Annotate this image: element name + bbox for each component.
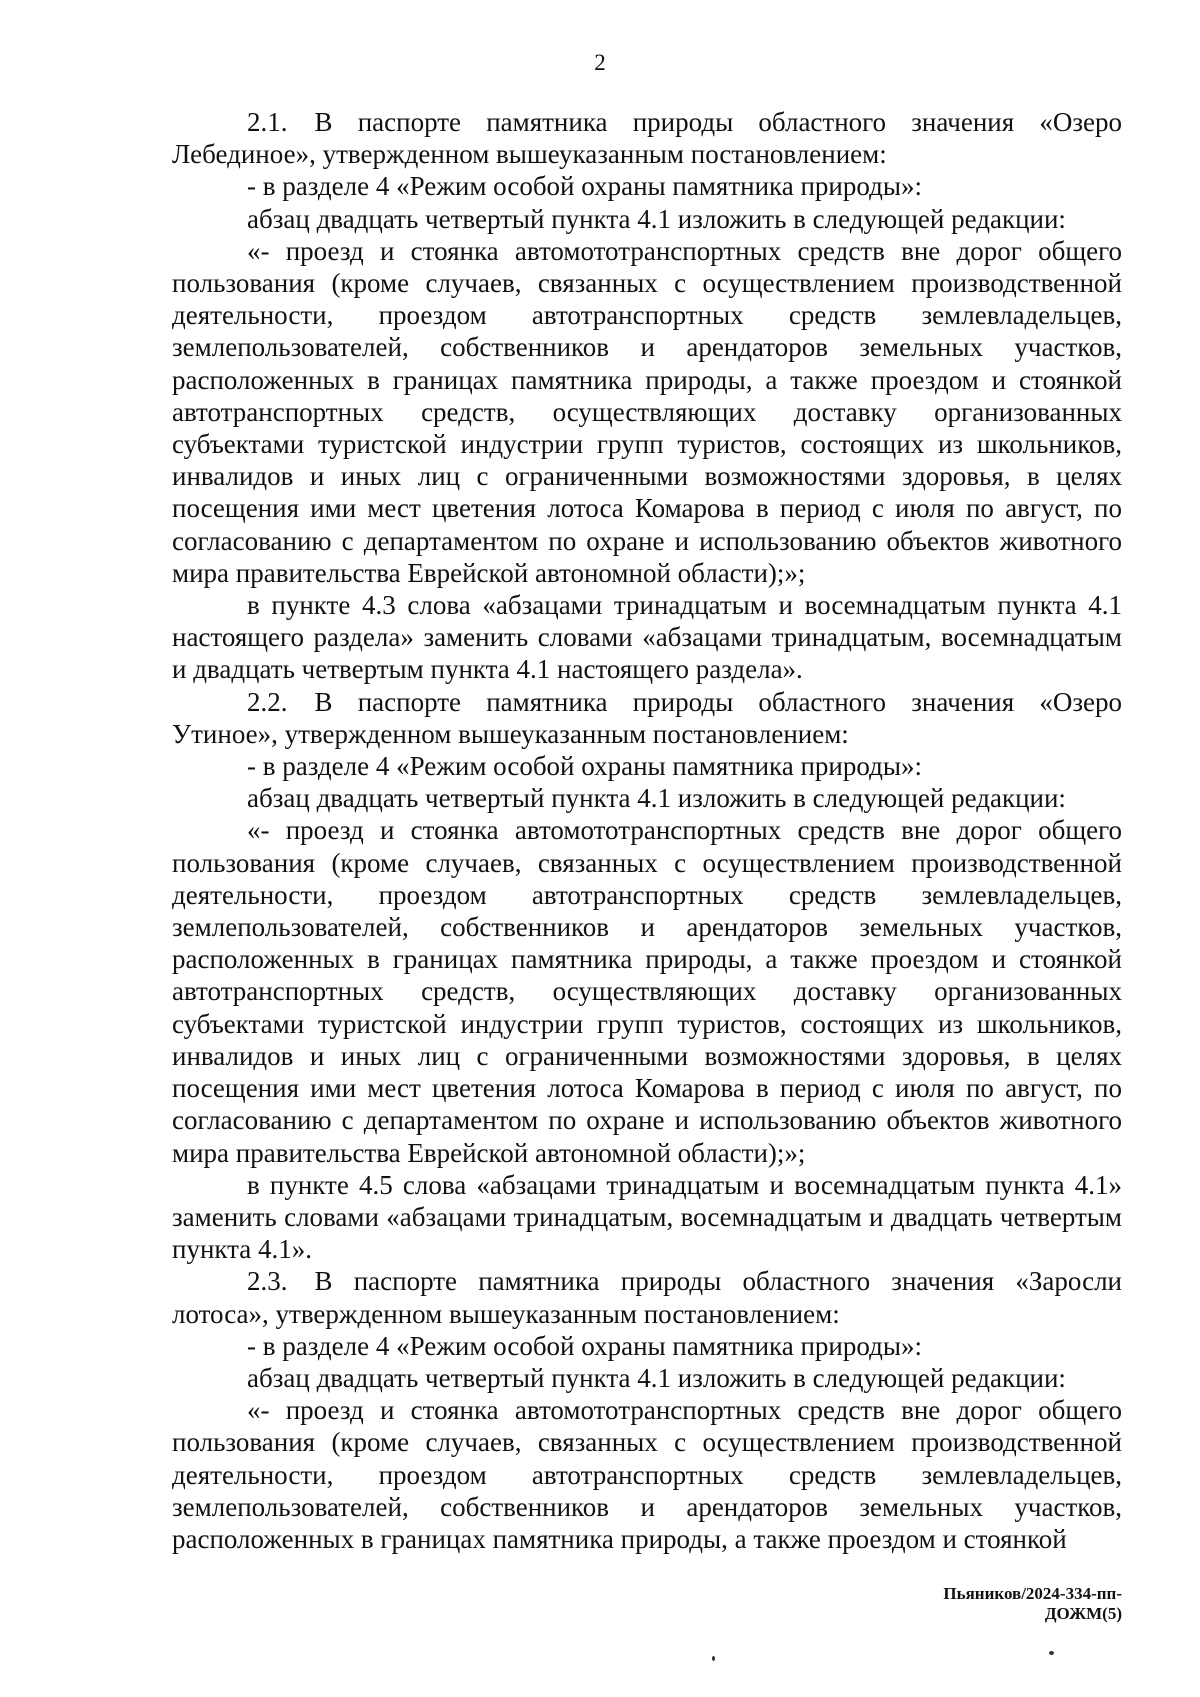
document-code: Пьяников/2024-334-пп-ДОЖМ(5) — [943, 1584, 1122, 1623]
paragraph-2-3-new-text: «- проезд и стоянка автомототранспортных средств вне дорог общего пользования (кроме случаев, связанных с осуществлением производственной деятельности, проездом автотранспортных средств землевладельцев, землепользователей, собственников и арендаторов земельных участков, расположенных в границах памятника природы, а также проездом и стоянкой — [172, 1395, 1122, 1554]
paragraph-2-3-section: - в разделе 4 «Режим особой охраны памятника природы»: — [247, 1330, 922, 1361]
paragraph-2-1-instruction: абзац двадцать четвертый пункта 4.1 изложить в следующей редакции: — [247, 203, 1066, 234]
page-number: 2 — [594, 50, 606, 75]
scan-speck — [712, 1656, 715, 1661]
paragraph-2-1-point-4-3: в пункте 4.3 слова «абзацами тринадцатым и восемнадцатым пункта 4.1 настоящего раздела» заменить словами «абзацами тринадцатым, восемнадцатым и двадцать четвертым пункта 4.1 настоящего раздела». — [172, 590, 1122, 685]
paragraph-2-2-instruction: абзац двадцать четвертый пункта 4.1 изложить в следующей редакции: — [247, 783, 1066, 814]
paragraph-2-1-intro: 2.1. В паспорте памятника природы областного значения «Озеро Лебединое», утвержденном вышеуказанным постановлением: — [172, 107, 1122, 170]
paragraph-2-3-instruction: абзац двадцать четвертый пункта 4.1 изложить в следующей редакции: — [247, 1362, 1066, 1393]
paragraph-2-2-point-4-5: в пункте 4.5 слова «абзацами тринадцатым и восемнадцатым пункта 4.1» заменить словами «абзацами тринадцатым, восемнадцатым и двадцать четвертым пункта 4.1». — [172, 1169, 1122, 1265]
paragraph-2-2-section: - в разделе 4 «Режим особой охраны памятника природы»: — [247, 751, 922, 782]
paragraph-2-1-new-text: «- проезд и стоянка автомототранспортных средств вне дорог общего пользования (кроме случаев, связанных с осуществлением производственной деятельности, проездом автотранспортных средств землевладельцев, землепользователей, собственников и арендаторов земельных участков, расположенных в границах памятника природы, а также проездом и стоянкой автотранспортных средств, осуществляющих доставку организованных субъектами туристской индустрии групп туристов, состоящих из школьников, инвалидов и иных лиц с ограниченными возможностями здоровья, в целях посещения ими мест цветения лотоса Комарова в период с июля по август, по согласованию с департаментом по охране и использованию объектов животного мира правительства Еврейской автономной области);»; — [172, 235, 1122, 588]
paragraph-2-2-new-text: «- проезд и стоянка автомототранспортных средств вне дорог общего пользования (кроме случаев, связанных с осуществлением производственной деятельности, проездом автотранспортных средств землевладельцев, землепользователей, собственников и арендаторов земельных участков, расположенных в границах памятника природы, а также проездом и стоянкой автотранспортных средств, осуществляющих доставку организованных субъектами туристской индустрии групп туристов, состоящих из школьников, инвалидов и иных лиц с ограниченными возможностями здоровья, в целях посещения ими мест цветения лотоса Комарова в период с июля по август, по согласованию с департаментом по охране и использованию объектов животного мира правительства Еврейской автономной области);»; — [172, 815, 1122, 1168]
paragraph-2-3-intro: 2.3. В паспорте памятника природы областного значения «Заросли лотоса», утвержденном вышеуказанным постановлением: — [172, 1266, 1122, 1329]
paragraph-2-2-intro: 2.2. В паспорте памятника природы областного значения «Озеро Утиное», утвержденном вышеуказанным постановлением: — [172, 686, 1122, 749]
document-body — [172, 106, 1122, 1555]
scan-speck — [1049, 1651, 1054, 1655]
paragraph-2-1-section: - в разделе 4 «Режим особой охраны памятника природы»: — [247, 171, 922, 202]
